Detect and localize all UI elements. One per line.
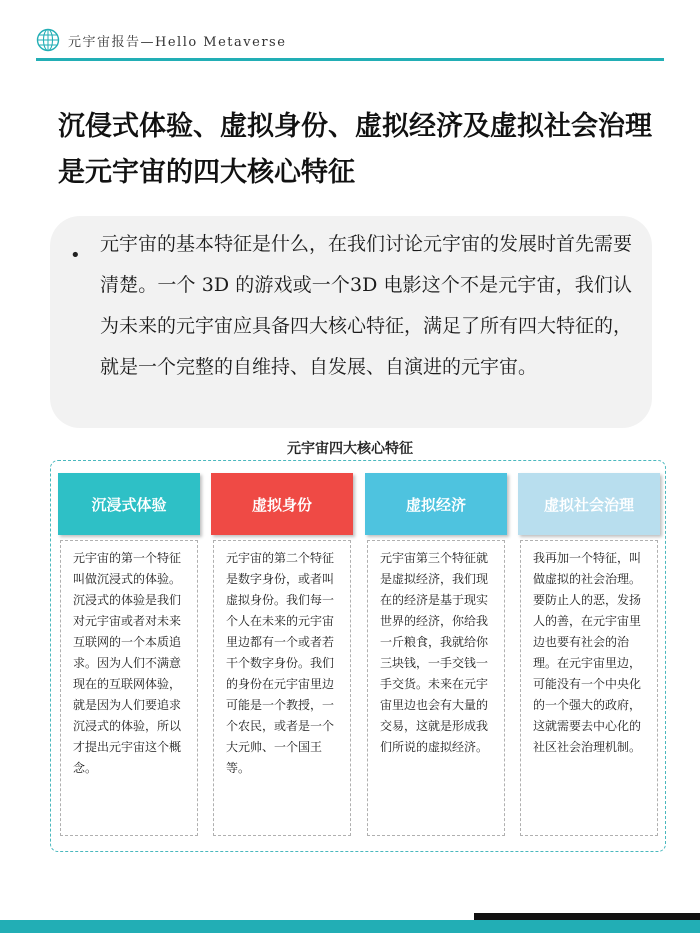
page-title: 沉侵式体验、虚拟身份、虚拟经济及虚拟社会治理是元宇宙的四大核心特征 xyxy=(58,111,652,188)
card-body-economy: 元宇宙第三个特征就是虚拟经济，我们现在的经济是基于现实世界的经济，你给我一斤粮食，我就给你三块钱，一手交钱一手交货。未来在元宇宙里边也会有大量的交易，这就是形成我们所说的虚拟经济。 xyxy=(367,540,505,836)
page-header xyxy=(36,26,286,54)
card-heading-identity: 虚拟身份 xyxy=(211,473,353,535)
diagram-title: 元宇宙四大核心特征 xyxy=(287,441,413,457)
footer-accent-bar xyxy=(0,920,700,933)
card-heading-immersive: 沉浸式体验 xyxy=(58,473,200,535)
card-body-identity: 元宇宙的第二个特征是数字身份，或者叫虚拟身份。我们每一个人在未来的元宇宙里边都有一个或者若干个数字身份。我们的身份在元宇宙里边可能是一个教授，一个农民，或者是一个大元帅、一个国王等。 xyxy=(213,540,351,836)
globe-logo-icon xyxy=(36,28,60,52)
header-title: 元宇宙报告—Hello Metaverse xyxy=(68,34,287,50)
card-body-governance: 我再加一个特征，叫做虚拟的社会治理。要防止人的恶，发扬人的善，在元宇宙里边也要有社会的治理。在元宇宙里边，可能没有一个中央化的一个强大的政府，这就需要去中心化的社区社会治理机制。 xyxy=(520,540,658,836)
card-heading-governance: 虚拟社会治理 xyxy=(518,473,660,535)
bullet-icon: • xyxy=(70,245,81,266)
intro-paragraph: 元宇宙的基本特征是什么，在我们讨论元宇宙的发展时首先需要清楚。一个 3D 的游戏或一个3D 电影这个不是元宇宙，我们认为未来的元宇宙应具备四大核心特征，满足了所有四大特征的，就是一个完整的自维持、自发展、自演进的元宇宙。 xyxy=(100,233,633,378)
card-body-immersive: 元宇宙的第一个特征叫做沉浸式的体验。沉浸式的体验是我们对元宇宙或者对未来互联网的一个本质追求。因为人们不满意现在的互联网体验，就是因为人们要追求沉浸式的体验，所以才提出元宇宙这个概念。 xyxy=(60,540,198,836)
card-heading-economy: 虚拟经济 xyxy=(365,473,507,535)
footer-dark-bar xyxy=(474,913,700,920)
header-divider xyxy=(36,58,664,61)
